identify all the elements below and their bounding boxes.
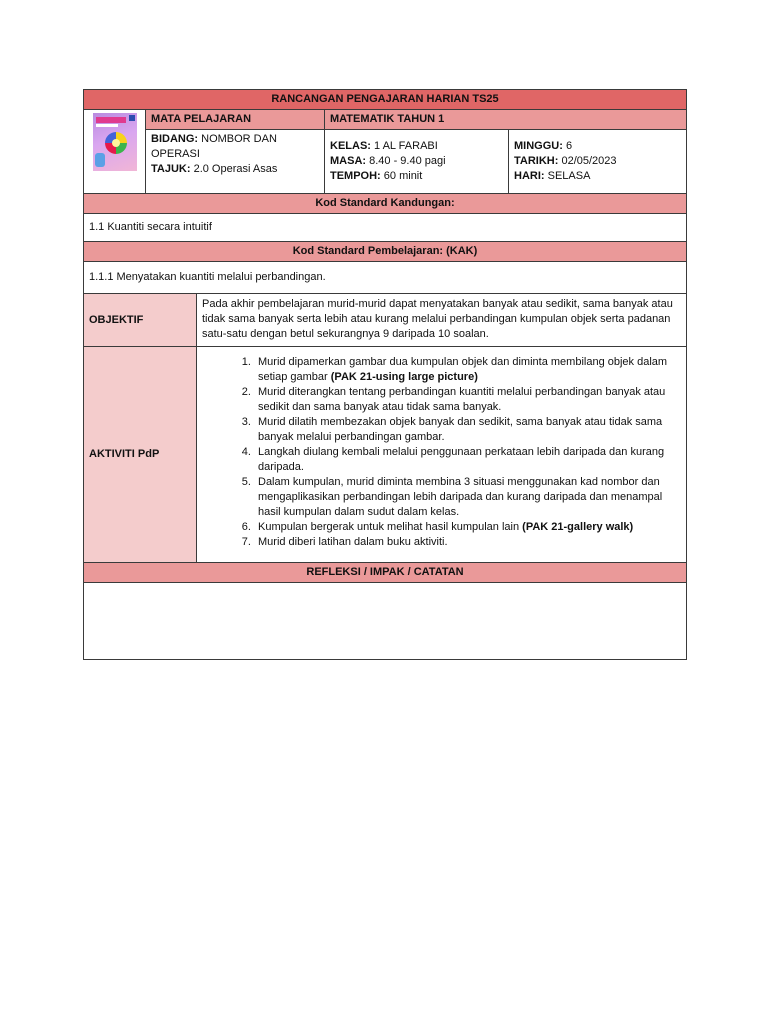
tarikh-row <box>514 154 681 169</box>
aktiviti-label: AKTIVITI PdP <box>84 347 197 563</box>
subject-label: MATA PELAJARAN <box>146 110 325 130</box>
tarikh-label: TARIKH: <box>514 155 559 167</box>
subject-value: MATEMATIK TAHUN 1 <box>325 110 687 130</box>
pembelajaran-heading: Kod Standard Pembelajaran: (KAK) <box>84 242 687 262</box>
bidang-value: NOMBOR DAN OPERASI <box>151 133 277 160</box>
textbook-cover-cell <box>84 110 146 194</box>
aktiviti-cell <box>197 347 687 563</box>
tajuk-row <box>151 162 319 177</box>
tempoh-label: TEMPOH: <box>330 170 381 182</box>
kelas-label: KELAS: <box>330 140 371 152</box>
aktiviti-list <box>202 355 681 550</box>
minggu-value: 6 <box>562 140 573 152</box>
masa-value: 8.40 - 9.40 pagi <box>366 155 446 167</box>
tajuk-value: 2.0 Operasi Asas <box>190 163 278 175</box>
hari-value: SELASA <box>544 170 591 182</box>
lesson-plan-table <box>83 89 687 660</box>
minggu-row <box>514 139 681 154</box>
pembelajaran-value: 1.1.1 Menyatakan kuantiti melalui perbandingan. <box>84 262 687 294</box>
objektif-label: OBJEKTIF <box>84 294 197 347</box>
list-item: 1. Murid dipamerkan gambar dua kumpulan objek dan diminta membilang objek dalam setiap gambar (PAK 21-using large picture) <box>254 355 681 385</box>
objektif-text: Pada akhir pembelajaran murid-murid dapat menyatakan banyak atau sedikit, sama banyak atau tidak sama banyak serta lebih atau kurang melalui perbandingan kumpulan objek serta padanan satu-satu dengan betul sekurangnya 9 daripada 10 soalan. <box>197 294 687 347</box>
kandungan-heading: Kod Standard Kandungan: <box>84 194 687 214</box>
bidang-tajuk-cell <box>146 130 325 194</box>
list-item: 5. Dalam kumpulan, murid diminta membina 3 situasi menggunakan kad nombor dan mengaplikasikan perbandingan lebih daripada dan kurang daripada dan menampal hasil kumpulan dalam sudut dalam kelas. <box>254 475 681 520</box>
kelas-masa-cell <box>325 130 509 194</box>
kelas-row <box>330 139 503 154</box>
list-item: 6. Kumpulan bergerak untuk melihat hasil kumpulan lain (PAK 21-gallery walk) <box>254 520 681 535</box>
refleksi-heading: REFLEKSI / IMPAK / CATATAN <box>84 563 687 583</box>
refleksi-value <box>84 583 687 660</box>
masa-row <box>330 154 503 169</box>
masa-label: MASA: <box>330 155 367 167</box>
list-item: 4. Langkah diulang kembali melalui penggunaan perkataan lebih daripada dan kurang daripada. <box>254 445 681 475</box>
kelas-value: 1 AL FARABI <box>370 140 438 152</box>
list-item: 2. Murid diterangkan tentang perbandingan kuantiti melalui perbandingan banyak atau sedikit dan sama banyak atau tidak sama banyak. <box>254 385 681 415</box>
kandungan-value: 1.1 Kuantiti secara intuitif <box>84 214 687 242</box>
minggu-label: MINGGU: <box>514 140 563 152</box>
bidang-label: BIDANG: <box>151 133 199 145</box>
list-item: 3. Murid dilatih membezakan objek banyak dan sedikit, sama banyak atau tidak sama banyak melalui perbandingan gambar. <box>254 415 681 445</box>
tempoh-row <box>330 169 503 184</box>
list-item: 7. Murid diberi latihan dalam buku aktiviti. <box>254 535 681 550</box>
plan-title: RANCANGAN PENGAJARAN HARIAN TS25 <box>84 90 687 110</box>
minggu-tarikh-cell <box>509 130 687 194</box>
hari-row <box>514 169 681 184</box>
tajuk-label: TAJUK: <box>151 163 191 175</box>
tempoh-value: 60 minit <box>380 170 423 182</box>
hari-label: HARI: <box>514 170 545 182</box>
tarikh-value: 02/05/2023 <box>558 155 617 167</box>
bidang-row <box>151 132 319 162</box>
textbook-cover-image <box>93 113 137 171</box>
